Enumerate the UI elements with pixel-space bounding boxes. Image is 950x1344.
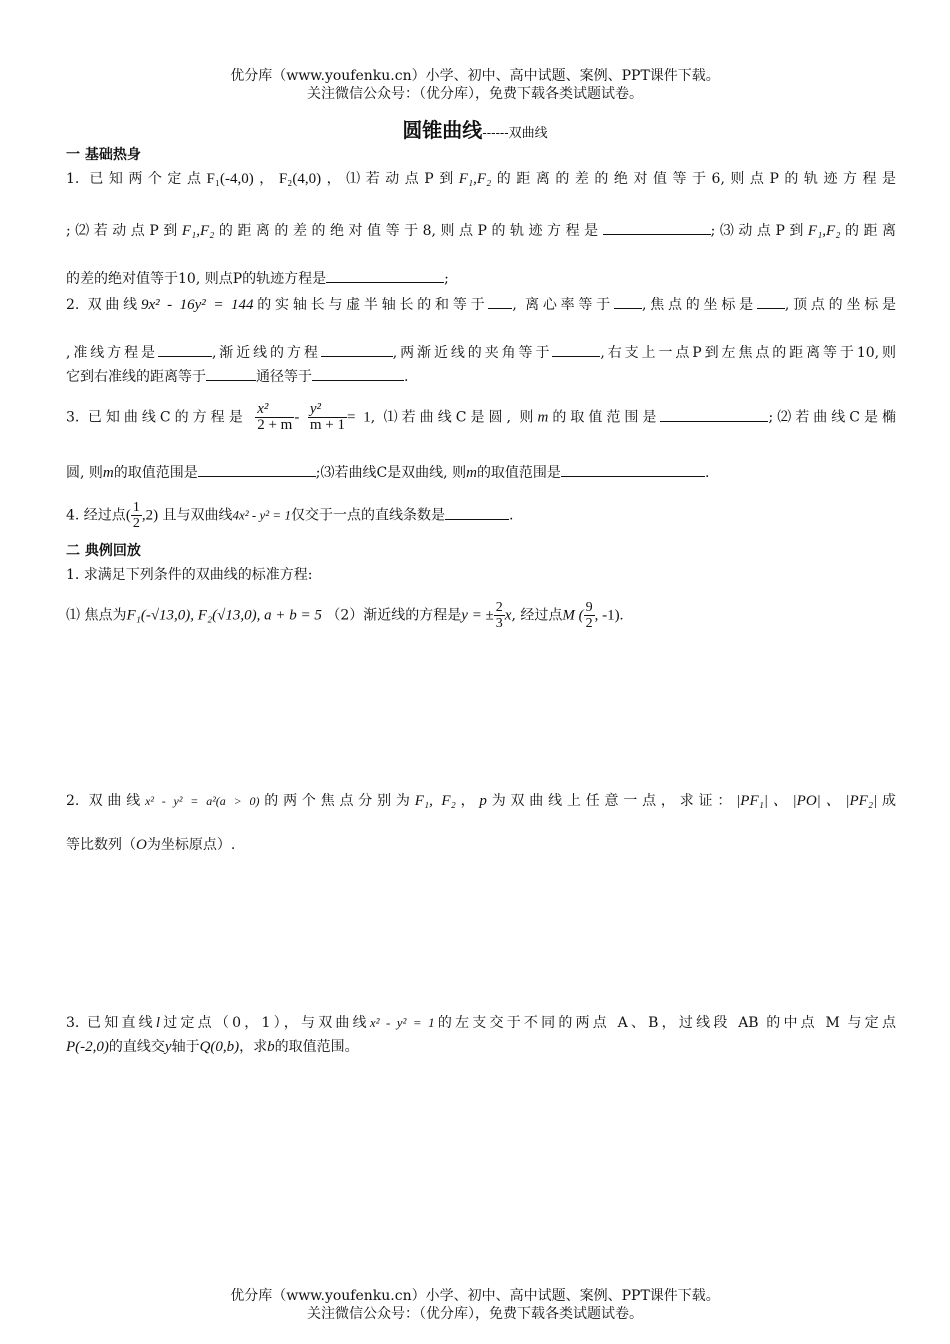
q2-text: ,焦点的坐标是: [641, 297, 757, 313]
answer-blank[interactable]: [660, 407, 768, 422]
q2-text: 2. 双曲线: [66, 297, 141, 313]
q2-line-2: [66, 342, 896, 362]
q1-text: ;⑶动点P到: [710, 223, 808, 239]
e2-foci: F₁, F₂: [414, 793, 456, 809]
answer-blank[interactable]: [445, 505, 509, 520]
e1-line-1: 1. 求满足下列条件的双曲线的标准方程:: [66, 567, 313, 583]
q2-text: ,渐近线的方程: [211, 345, 321, 361]
q3-text: 圆, 则: [66, 465, 103, 481]
q2-equation: 9x² - 16y² = 144: [140, 297, 254, 313]
header-line-2: 关注微信公众号：（优分库），免费下载各类试题试卷。: [307, 86, 643, 102]
q1-line-1: 1. 已知两个定点F₁(-4,0)，F₂(4,0)，⑴若动点P到F₁,F₂的距离的差的绝对值等于6,则点P的轨迹方程是: [66, 171, 897, 187]
e1-foci-math: F₁(-√13,0), F₂(√13,0), a + b = 5: [126, 607, 322, 624]
q2-line-1: [66, 294, 896, 314]
q2-text: ,准线方程是: [66, 345, 158, 361]
e3-line-2: P(-2,0)的直线交y轴于Q(0,b)，求b的取值范围。: [66, 1039, 359, 1055]
q2-text: ,两渐近线的夹角等于: [392, 345, 553, 361]
answer-blank[interactable]: [321, 342, 393, 357]
answer-blank[interactable]: [757, 294, 785, 309]
answer-blank[interactable]: [552, 342, 600, 357]
q3-fraction-1: $\frac{\text{x²}}{2 + m}$: [257, 401, 293, 433]
q3-text: ;⑶若曲线C是双曲线, 则: [315, 465, 467, 481]
title-main: 圆锥曲线: [402, 118, 483, 142]
q3-line-2: 圆, 则m的取值范围是 ;⑶若曲线C是双曲线, 则m的取值范围是 .: [66, 462, 896, 482]
header-line-1: 优分库（www.youfenku.cn）小学、初中、高中试题、案例、PPT课件下载。: [230, 68, 720, 84]
answer-blank[interactable]: [206, 366, 256, 381]
q1-foci: F₁,F₂: [458, 171, 492, 187]
q1-text: 的差的绝对值等于10, 则点P的轨迹方程是: [66, 271, 327, 287]
footer-line-2: 关注微信公众号：（优分库），免费下载各类试题试卷。: [307, 1306, 643, 1322]
q1-text: ，⑴若动点P到: [321, 171, 459, 187]
e2-text: 的两个焦点分别为: [259, 793, 415, 809]
e3-line-1: 3. 已知直线l过定点（0，1），与双曲线x² - y² = 1的左支交于不同的两点 A、B，过线段 AB 的中点 M 与定点: [66, 1015, 896, 1031]
e1-fraction: $\frac{2}{3}$: [495, 600, 503, 631]
q2-text: , 离心率等于: [512, 297, 614, 313]
q2-text: 它到右准线的距离等于: [66, 369, 206, 385]
q3-equals: = 1: [346, 409, 371, 426]
e2-line-1: 2. 双曲线x² - y² = a²(a > 0)的两个焦点分别为F₁, F₂，p为双曲线上任意一点，求证：|PF₁|、|PO|、|PF₂|成: [66, 793, 897, 809]
q1-f1: F₁(-4,0): [206, 171, 254, 187]
q3-text: 的取值范围是: [548, 409, 661, 426]
q4-text: 且与双曲线: [162, 507, 233, 524]
q2-text: 通径等于: [256, 369, 312, 385]
e2-text: 为双曲线上任意一点，求证：: [486, 793, 737, 809]
q1-text: 的距离的差的绝对值等于6,则点P的轨迹方程是: [491, 171, 897, 187]
q2-text: ,右支上一点P到左焦点的距离等于10,则: [600, 345, 897, 361]
q1-line-3: [66, 268, 896, 288]
q1-f2: F₂(4,0): [278, 171, 322, 187]
answer-blank[interactable]: [488, 294, 512, 309]
q3-text: 3. 已知曲线C的方程是: [66, 409, 247, 426]
q1-text: 1. 已知两个定点: [66, 171, 207, 187]
answer-blank[interactable]: [614, 294, 642, 309]
section-heading-1: 一 基础热身: [66, 147, 141, 163]
q3-text: .: [704, 465, 710, 481]
e2-text: 成: [877, 793, 897, 809]
e1-point-fraction: $\frac{9}{2}$: [585, 600, 593, 631]
answer-blank[interactable]: [603, 220, 711, 235]
footer-line-1: 优分库（www.youfenku.cn）小学、初中、高中试题、案例、PPT课件下载。: [230, 1288, 720, 1304]
q3-line-1: 3. 已知曲线C的方程是 $\frac{\text{x²}}{2 + m}$ - $\frac{\text{y²}}{m + 1}$ = 1, ⑴若曲线C是圆, 则m的取值范围是 ;⑵若曲线C是椭: [66, 401, 897, 433]
q2-text: ,顶点的坐标是: [784, 297, 896, 313]
q1-line-2: [66, 220, 896, 240]
q1-foci: F₁,F₂: [181, 223, 215, 239]
q1-text: 的距离的差的绝对值等于8,则点P的轨迹方程是: [214, 223, 603, 239]
e1-text: （2）渐近线的方程是: [326, 607, 462, 624]
answer-blank[interactable]: [326, 268, 444, 283]
answer-blank[interactable]: [198, 462, 316, 477]
q4-text: .: [508, 507, 514, 524]
e2-equation: x² - y² = a²(a > 0): [145, 794, 260, 808]
q3-fraction-2: $\frac{\text{y²}}{m + 1}$: [309, 401, 345, 433]
answer-blank[interactable]: [312, 366, 404, 381]
q3-text: , ⑴若曲线C是圆, 则: [370, 409, 538, 426]
q1-text: 的距离: [840, 223, 897, 239]
q4-text: 仅交于一点的直线条数是: [290, 507, 445, 524]
page-title: [0, 114, 950, 143]
q4-text: 4. 经过点: [66, 507, 126, 524]
q1-foci: F₁,F₂: [807, 223, 841, 239]
e1-text: ⑴ 焦点为: [66, 607, 127, 624]
answer-blank[interactable]: [158, 342, 212, 357]
e2-text: 2. 双曲线: [66, 793, 146, 809]
q1-text: ;⑵若动点P到: [66, 223, 182, 239]
q3-text: 的取值范围是: [476, 465, 561, 481]
title-sub: ------双曲线: [482, 126, 548, 141]
q3-text: 的取值范围是: [113, 465, 198, 481]
e2-line-2: 等比数列（O为坐标原点）.: [66, 837, 236, 853]
q4-equation: 4x² - y² = 1: [232, 507, 291, 523]
e1-line-2: ⑴ 焦点为F₁(-√13,0), F₂(√13,0), a + b = 5 （2）渐近线的方程是y = ± $\frac{2}{3}$ x, 经过点M ( $\frac{9}{2}$ , -1).: [66, 600, 624, 631]
q1-text: ;: [444, 271, 449, 287]
e3-equation: x² - y² = 1: [369, 1015, 435, 1030]
q2-text: 的实轴长与虚半轴长的和等于: [253, 297, 489, 313]
q4-fraction: $\frac{1}{2}$: [132, 500, 140, 531]
q2-line-3: [66, 366, 896, 386]
e2-abs-values: |PF₁|、|PO|、|PF₂|: [736, 793, 878, 809]
q3-text: ;⑵若曲线C是椭: [768, 409, 897, 426]
answer-blank[interactable]: [561, 462, 705, 477]
section-heading-2: 二 典例回放: [66, 543, 141, 559]
e1-text: , 经过点: [511, 607, 563, 624]
q4-line: 4. 经过点( $\frac{1}{2}$ ,2) 且与双曲线4x² - y² = 1仅交于一点的直线条数是 .: [66, 500, 514, 531]
q2-text: .: [404, 369, 409, 385]
